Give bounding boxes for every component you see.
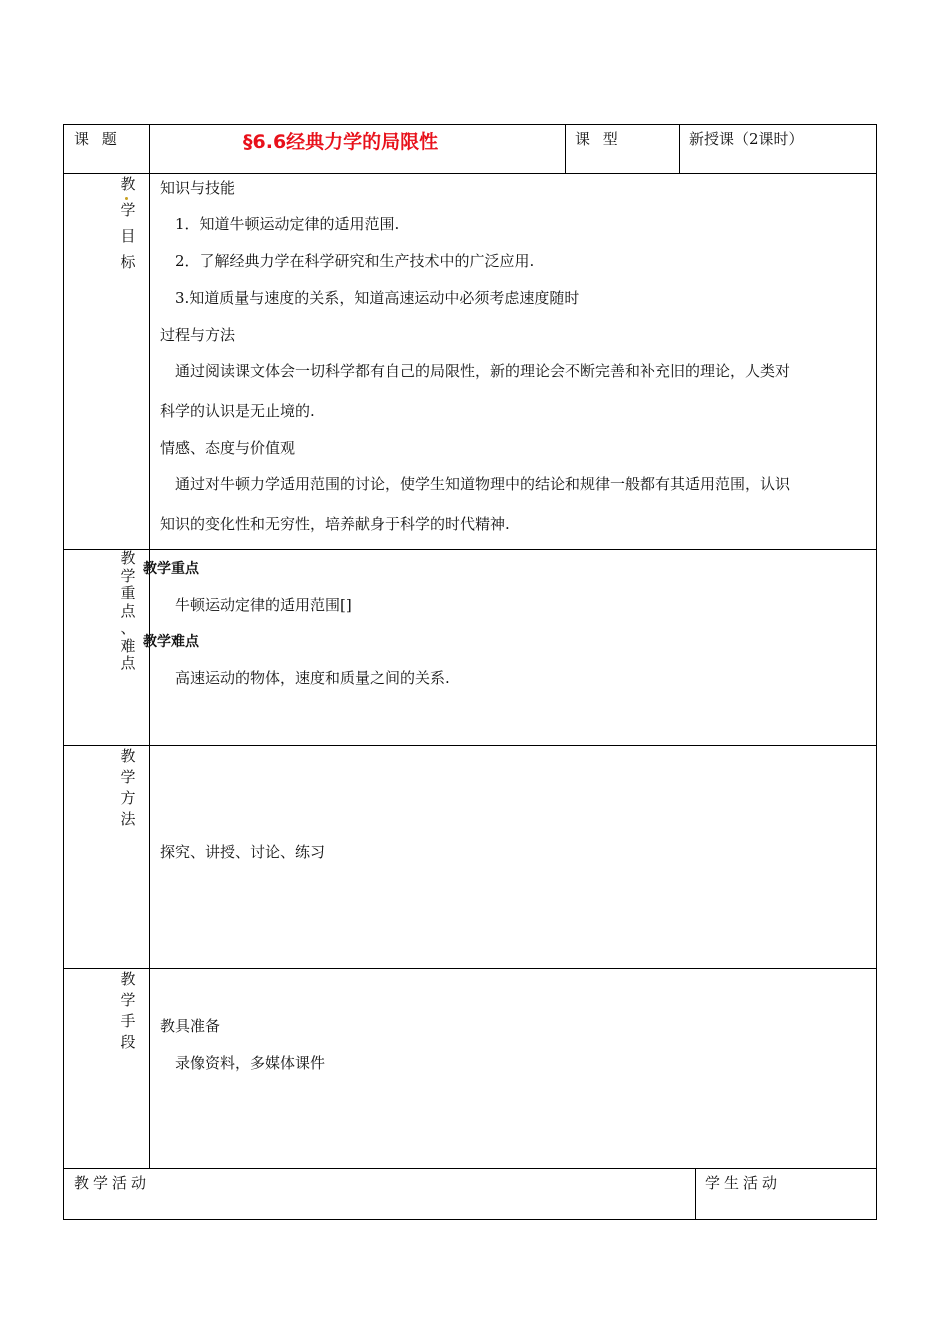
key-point-text: 牛顿运动定律的适用范围[] bbox=[175, 596, 352, 614]
student-activity-label: 学生活动 bbox=[705, 1174, 782, 1192]
teacher-activity-label: 教学活动 bbox=[74, 1174, 151, 1192]
objective-item: 2．了解经典力学在科学研究和生产技术中的广泛应用. bbox=[175, 252, 535, 270]
teaching-aids-heading: 教具准备 bbox=[160, 1017, 221, 1035]
keypoints-label: 教 学 重 点 、 难 点 bbox=[120, 549, 136, 672]
row-divider bbox=[63, 968, 877, 969]
footer-divider bbox=[695, 1168, 696, 1220]
objective-item: 1．知道牛顿运动定律的适用范围. bbox=[175, 215, 400, 233]
objectives-label: 教 学 目 标 bbox=[120, 175, 136, 271]
teaching-aids-text: 录像资料，多媒体课件 bbox=[175, 1054, 326, 1072]
row-divider bbox=[63, 1168, 877, 1169]
header-divider bbox=[679, 124, 680, 173]
type-label: 课 型 bbox=[575, 130, 622, 148]
objective-item: 3.知道质量与速度的关系，知道高速运动中必须考虑速度随时 bbox=[175, 289, 580, 307]
type-value: 新授课（2课时） bbox=[689, 130, 804, 148]
row-divider bbox=[63, 173, 877, 174]
emotion-text: 知识的变化性和无穷性，培养献身于科学的时代精神. bbox=[160, 515, 510, 533]
means-label: 教 学 手 段 bbox=[120, 970, 136, 1051]
emotion-text: 通过对牛顿力学适用范围的讨论，使学生知道物理中的结论和规律一般都有其适用范围，认识 bbox=[175, 475, 791, 493]
difficulty-text: 高速运动的物体，速度和质量之间的关系. bbox=[175, 669, 450, 687]
process-text: 通过阅读课文体会一切科学都有自己的局限性，新的理论会不断完善和补充旧的理论，人类对 bbox=[175, 362, 791, 380]
header-divider bbox=[565, 124, 566, 173]
topic-label: 课 题 bbox=[74, 130, 121, 148]
knowledge-skills-heading: 知识与技能 bbox=[160, 179, 236, 197]
page-title: §6.6经典力学的局限性 bbox=[243, 131, 439, 153]
difficulty-heading: 教学难点 bbox=[143, 634, 199, 650]
process-method-heading: 过程与方法 bbox=[160, 326, 236, 344]
decorative-dot bbox=[125, 197, 128, 200]
row-divider bbox=[63, 745, 877, 746]
emotion-attitude-heading: 情感、态度与价值观 bbox=[160, 439, 296, 457]
process-text: 科学的认识是无止境的. bbox=[160, 402, 315, 420]
methods-label: 教 学 方 法 bbox=[120, 747, 136, 828]
key-point-heading: 教学重点 bbox=[143, 561, 199, 577]
methods-text: 探究、讲授、讨论、练习 bbox=[160, 843, 326, 861]
row-divider bbox=[63, 549, 877, 550]
